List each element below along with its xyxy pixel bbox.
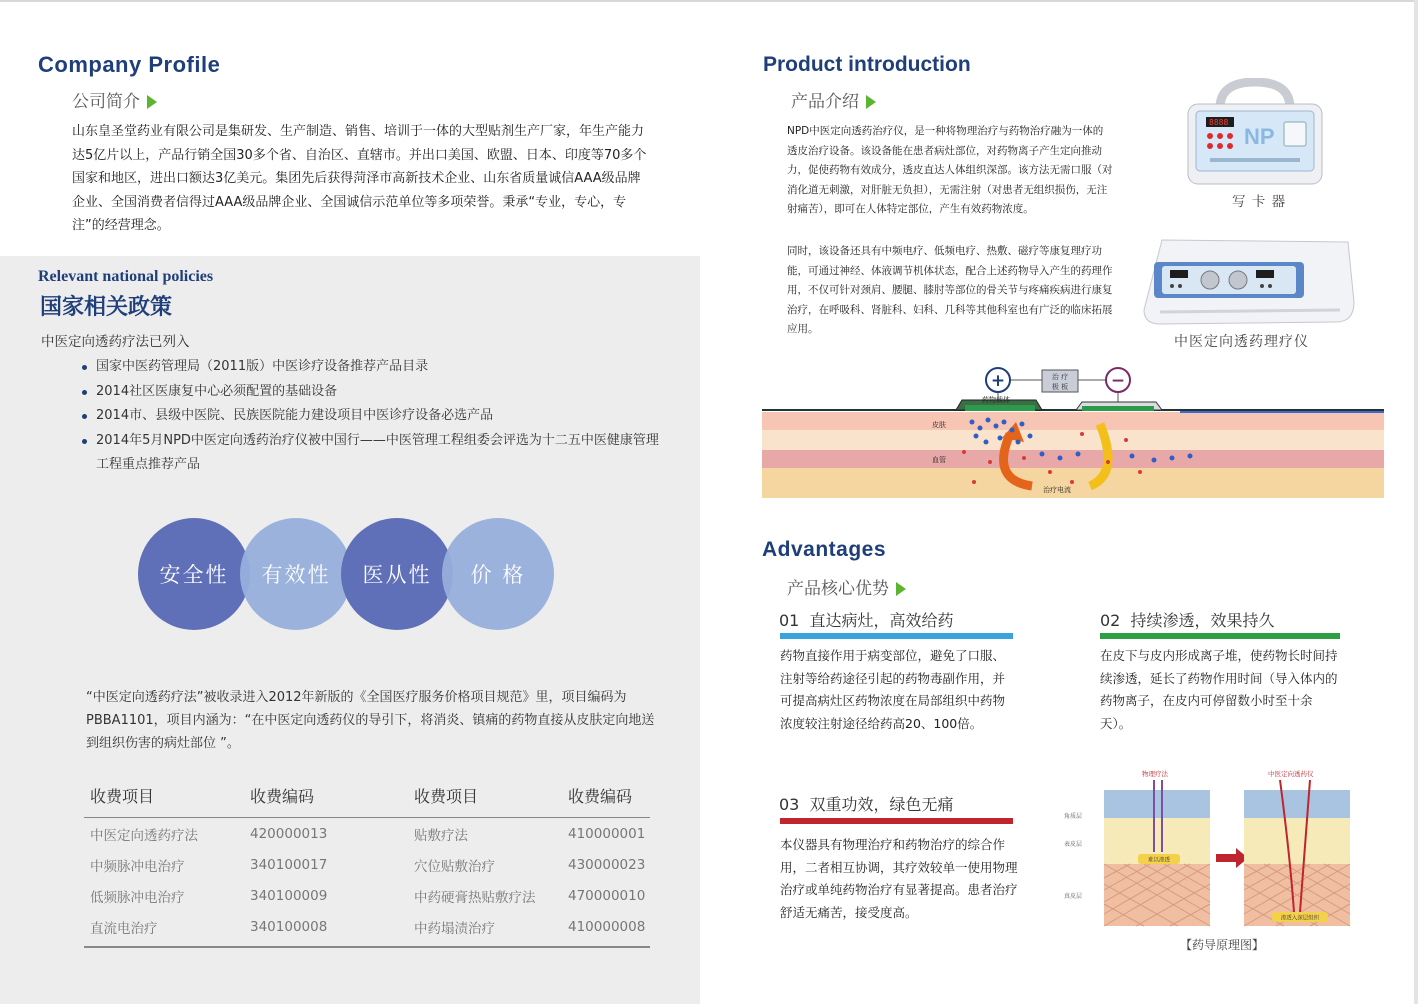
product-paragraph-1: NPD中医定向透药治疗仪，是一种将物理治疗与药物治疗融为一体的透皮治疗设备。该设备能在患者病灶部位，对药物离子产生定向推动力，促使药物有效成分，透皮直达人体组织深部。该方法无需口服（对消化道无刺激，对肝脏无负担），无需注射（对患者无组织损伤，无注射痛苦），即可在人体特定部位，产生有效药物浓度。 xyxy=(787,125,1113,215)
fee-table-header-row xyxy=(84,778,650,818)
advantage-2-text: 在皮下与皮内形成离子堆，使药物长时间持续渗透，延长了药物作用时间（导入体内的药物离子，在皮内可停留数小时至十余天）。 xyxy=(1100,648,1338,731)
advantage-1-text: 药物直接作用于病变部位，避免了口服、注射等给药途径引起的药物毒副作用，并可提高病灶区药物浓度在局部组织中药物浓度较注射途径给药高20、100倍。 xyxy=(780,648,1006,731)
product-heading-cn-text: 产品介绍 xyxy=(791,92,859,112)
fee-table xyxy=(84,778,650,948)
advantage-1-bar xyxy=(780,633,1013,639)
company-heading-cn-text: 公司简介 xyxy=(72,92,140,112)
fee-item-name: 低频脉冲电治疗 xyxy=(90,890,185,906)
circle-safety-label: 安全性 xyxy=(159,563,229,587)
advantages-heading-en: Advantages xyxy=(762,538,887,561)
therapy-device xyxy=(1140,232,1356,328)
vessel-label: 血管 xyxy=(932,456,946,464)
company-heading-en: Company Profile xyxy=(38,52,221,77)
layer-label: 真皮层 xyxy=(1064,893,1083,900)
principle-caption: 【药导原理图】 xyxy=(1180,938,1265,952)
company-description: 山东皇圣堂药业有限公司是集研发、生产制造、销售、培训于一体的大型贴剂生产厂家，年生产能力达5亿片以上，产品行销全国30多个省、自治区、直辖市。并出口美国、欧盟、日本、印度等70多个国家和地区，进出口额达3亿美元。集团先后获得菏泽市高新技术企业、山东省质量诚信AAA级品牌企业、全国消费者信得过AAA级品牌企业、全国诚信示范单位等多项荣誉。秉承“专业，专心，专注”的经营理念。 xyxy=(72,124,647,233)
fee-item-name: 中药塌渍治疗 xyxy=(408,911,562,947)
product-paragraph-2: 同时，该设备还具有中频电疗、低频电疗、热敷、磁疗等康复理疗功能，可通过神经、体液调节机体状态，配合上述药物导入产生的药理作用，不仅可针对颈肩、腰腿、膝肘等部位的骨关节与疼痛疾病进行康复治疗，在呼吸科、肾脏科、妇科、几科等其他科室也有广泛的临床拓展应用。 xyxy=(787,245,1113,335)
fee-item-code: 340100008 xyxy=(244,911,408,947)
advantage-2-title xyxy=(1100,608,1275,631)
play-arrow-icon xyxy=(896,582,906,596)
circle-compliance xyxy=(341,518,453,630)
policies-heading-en: Relevant national policies xyxy=(38,268,214,285)
fee-item-code: 470000010 xyxy=(568,888,646,904)
fee-item-name: 中医定向透药疗法 xyxy=(90,828,198,844)
fee-header: 收费编码 xyxy=(562,778,650,818)
drug-carrier-label: 药物载体 xyxy=(982,396,1010,404)
advantage-1-title xyxy=(779,608,954,631)
fee-item-name: 贴敷疗法 xyxy=(414,828,468,844)
play-arrow-icon xyxy=(147,95,157,109)
skin-label: 皮肤 xyxy=(932,421,946,429)
npd-device-label: 中医定向透药仪 xyxy=(1268,770,1314,778)
fee-item-code: 340100009 xyxy=(250,888,328,904)
fee-item-name: 中药硬膏热贴敷疗法 xyxy=(414,890,536,906)
circle-price-label: 价 格 xyxy=(470,563,526,587)
policies-heading-cn: 国家相关政策 xyxy=(40,294,173,320)
circle-price xyxy=(442,518,554,630)
advantage-3-text: 本仪器具有物理治疗和药物治疗的综合作用，二者相互协调，其疗效较单一使用物理治疗或单纯药物治疗有显著提高。患者治疗舒适无痛苦，接受度高。 xyxy=(780,837,1018,920)
company-heading-cn xyxy=(72,87,157,112)
right-border xyxy=(1414,0,1418,1004)
physical-therapy-label: 物理疗法 xyxy=(1142,770,1168,778)
policy-list xyxy=(82,355,662,478)
advantage-3-title xyxy=(779,792,954,815)
pricing-note: “中医定向透药疗法”被收录进入2012年新版的《全国医疗服务价格项目规范》里，项目编码为PBBA1101，项目内涵为：“在中医定向透药仪的导引下，将消炎、镇痛的药物直接从皮肤定向地送到组织伤害的病灶部位 ”。 xyxy=(86,690,655,751)
advantages-heading-cn xyxy=(787,574,906,599)
svg-text:NP: NP xyxy=(1244,124,1275,149)
circle-efficacy-label: 有效性 xyxy=(261,563,331,587)
advantage-3-title-text: 双重功效，绿色无痛 xyxy=(809,795,954,814)
fee-item-name: 直流电治疗 xyxy=(84,911,244,947)
fee-item-code: 430000023 xyxy=(568,857,646,873)
card-writer-caption: 写 卡 器 xyxy=(1232,194,1287,210)
fee-row xyxy=(84,818,650,850)
circle-compliance-label: 医从性 xyxy=(362,563,432,587)
fee-header: 收费项目 xyxy=(408,778,562,818)
policy-item: 2014社区医康复中心必须配置的基础设备 xyxy=(82,380,662,405)
fee-item-name: 穴位贴敷治疗 xyxy=(414,859,495,875)
fee-header: 收费编码 xyxy=(244,778,408,818)
electrode-box-label-2: 极 板 xyxy=(1051,383,1069,391)
electrode-box-label-1: 治 疗 xyxy=(1051,373,1069,381)
product-heading-cn xyxy=(791,87,876,112)
layer-label: 表皮层 xyxy=(1064,841,1083,848)
circle-safety xyxy=(138,518,250,630)
layer-label: 角质层 xyxy=(1064,813,1083,820)
fee-item-code: 420000013 xyxy=(250,826,328,842)
advantage-3-number: 03 xyxy=(779,795,800,814)
therapy-device-caption: 中医定向透药理疗仪 xyxy=(1174,334,1309,350)
fee-header: 收费项目 xyxy=(84,778,244,818)
plus-icon: + xyxy=(990,371,1006,391)
advantage-2-title-text: 持续渗透，效果持久 xyxy=(1130,611,1275,630)
circle-efficacy xyxy=(240,518,352,630)
fee-item-code: 340100017 xyxy=(250,857,328,873)
advantage-1-title-text: 直达病灶，高效给药 xyxy=(809,611,954,630)
current-label: 治疗电流 xyxy=(1043,486,1071,494)
advantages-heading-cn-text: 产品核心优势 xyxy=(787,579,889,599)
advantage-2-bar xyxy=(1100,633,1340,639)
iontophoresis-diagram xyxy=(760,362,1386,500)
fee-item-name: 中频脉冲电治疗 xyxy=(90,859,185,875)
advantage-1-number: 01 xyxy=(779,611,800,630)
minus-icon: − xyxy=(1110,371,1126,391)
fee-table-body xyxy=(84,818,650,948)
fee-row xyxy=(84,911,650,947)
policy-item: 国家中医药管理局（2011版）中医诊疗设备推荐产品目录 xyxy=(82,355,662,380)
play-arrow-icon xyxy=(866,95,876,109)
card-writer-device xyxy=(1180,78,1330,190)
hard-to-penetrate-label: 难以渗透 xyxy=(1147,857,1171,864)
card-writer-display: 8888 xyxy=(1209,118,1229,127)
policy-item: 2014年5月NPD中医定向透药治疗仪被中国行——中医管理工程组委会评选为十二五中医健康管理工程重点推荐产品 xyxy=(82,429,662,478)
fee-item-code: 410000008 xyxy=(562,911,650,947)
principle-diagram xyxy=(1058,766,1354,932)
deep-penetration-label: 渗透入深层组织 xyxy=(1280,915,1320,922)
top-border xyxy=(0,0,1418,2)
advantage-3-bar xyxy=(780,818,1013,824)
policy-item: 2014市、县级中医院、民族医院能力建设项目中医诊疗设备必选产品 xyxy=(82,404,662,429)
product-heading-en: Product introduction xyxy=(763,53,971,76)
fee-row xyxy=(84,880,650,911)
policies-intro: 中医定向透药疗法已列入 xyxy=(41,334,190,350)
advantage-2-number: 02 xyxy=(1100,611,1121,630)
fee-row xyxy=(84,849,650,880)
fee-item-code: 410000001 xyxy=(568,826,646,842)
